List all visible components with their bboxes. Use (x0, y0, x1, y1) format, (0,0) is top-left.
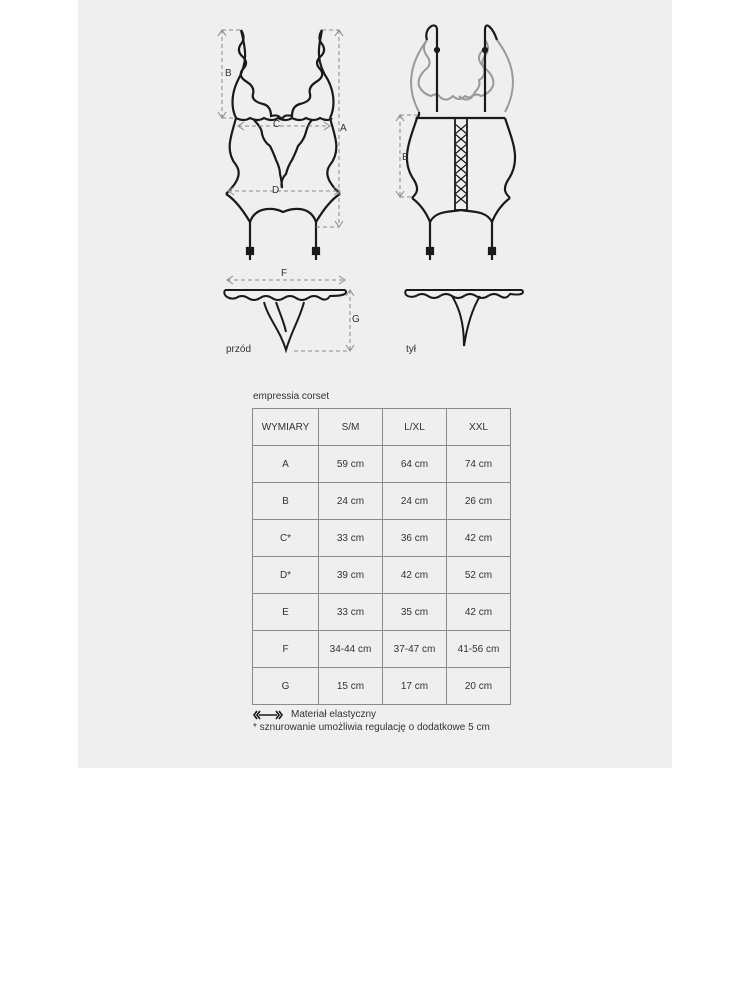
table-cell: 35 cm (383, 594, 447, 631)
table-cell: 20 cm (447, 668, 511, 705)
table-cell: 59 cm (319, 446, 383, 483)
table-cell: 74 cm (447, 446, 511, 483)
double-arrow-elastic-icon (253, 710, 283, 720)
table-cell: B (253, 483, 319, 520)
table-cell: 24 cm (383, 483, 447, 520)
label-G: G (352, 314, 360, 325)
table-row (253, 631, 511, 668)
label-F: F (281, 268, 288, 279)
table-cell: F (253, 631, 319, 668)
table-header-row (253, 409, 511, 446)
table-row (253, 520, 511, 557)
table-cell: 17 cm (383, 668, 447, 705)
size-table (252, 408, 511, 705)
table-cell: 34-44 cm (319, 631, 383, 668)
back-thong-drawing (405, 290, 523, 346)
table-cell: E (253, 594, 319, 631)
table-cell: 42 cm (447, 520, 511, 557)
front-measurement-lines (222, 30, 340, 227)
table-cell: A (253, 446, 319, 483)
header-cell: S/M (319, 409, 383, 446)
table-cell: 52 cm (447, 557, 511, 594)
table-cell: 64 cm (383, 446, 447, 483)
table-cell: 33 cm (319, 594, 383, 631)
legend (253, 708, 490, 734)
table-cell: 24 cm (319, 483, 383, 520)
table-cell: 37-47 cm (383, 631, 447, 668)
table-cell: 36 cm (383, 520, 447, 557)
label-E: E (402, 152, 409, 163)
table-cell: 33 cm (319, 520, 383, 557)
table-row (253, 483, 511, 520)
header-cell: WYMIARY (253, 409, 319, 446)
table-row (253, 557, 511, 594)
size-diagram (0, 0, 750, 380)
label-B: B (225, 68, 232, 79)
header-cell: XXL (447, 409, 511, 446)
elastic-material-label: Materiał elastyczny (291, 709, 377, 720)
front-thong-drawing (224, 290, 346, 350)
table-cell: G (253, 668, 319, 705)
back-corset-drawing (407, 25, 515, 260)
label-C: C (273, 119, 281, 130)
table-cell: 42 cm (383, 557, 447, 594)
label-D: D (272, 185, 280, 196)
header-cell: L/XL (383, 409, 447, 446)
lacing-note: * sznurowanie umożliwia regulację o dodatkowe 5 cm (253, 722, 490, 733)
front-corset-drawing (226, 30, 340, 260)
table-row (253, 446, 511, 483)
front-view-label: przód (226, 344, 252, 355)
table-row (253, 594, 511, 631)
table-row (253, 668, 511, 705)
table-cell: D* (253, 557, 319, 594)
back-view-label: tył (406, 344, 416, 355)
table-cell: 42 cm (447, 594, 511, 631)
table-cell: 26 cm (447, 483, 511, 520)
product-name: empressia corset (253, 391, 330, 402)
label-A: A (340, 123, 347, 134)
table-cell: C* (253, 520, 319, 557)
table-cell: 41-56 cm (447, 631, 511, 668)
table-cell: 39 cm (319, 557, 383, 594)
table-cell: 15 cm (319, 668, 383, 705)
